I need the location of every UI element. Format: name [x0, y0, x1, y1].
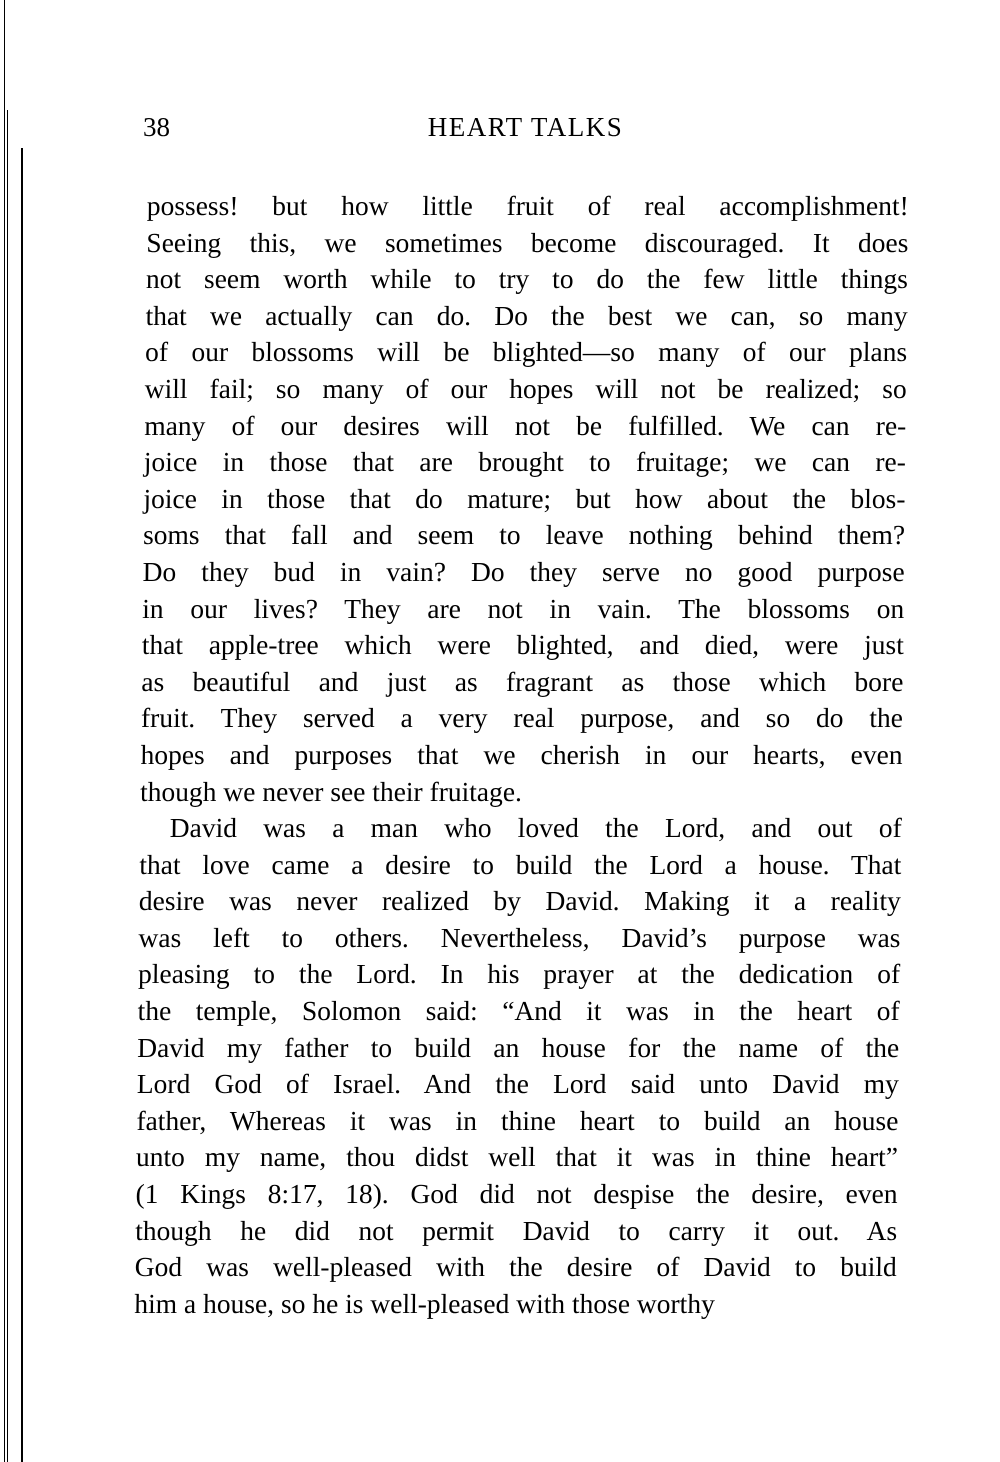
- text-line: that love came a desire to build the Lord a house. That: [139, 848, 902, 880]
- text-line: him a house, so he is well-pleased with those worthy: [134, 1287, 715, 1319]
- text-line: will fail; so many of our hopes will not be realized; so: [144, 372, 907, 404]
- text-line: father, Whereas it was in thine heart to build an house: [136, 1104, 899, 1136]
- scan-edge-line: [7, 110, 8, 1462]
- text-line: though we never see their fruitage.: [139, 775, 523, 807]
- text-line: though he did not permit David to carry it out. As: [135, 1214, 898, 1246]
- text-line: as beautiful and just as fragrant as those which bore: [141, 665, 904, 697]
- text-line: David was a man who loved the Lord, and out of: [169, 812, 902, 844]
- running-head: HEART TALKS: [427, 112, 624, 142]
- text-line: desire was never realized by David. Making it a reality: [138, 885, 902, 917]
- page-header: [143, 112, 908, 148]
- text-line: the temple, Solomon said: “And it was in the heart of: [137, 995, 900, 1027]
- text-line: Seeing this, we sometimes become discouraged. It does: [146, 226, 909, 258]
- text-line: hopes and purposes that we cherish in our hearts, even: [140, 738, 903, 770]
- text-line: soms that fall and seem to leave nothing behind them?: [142, 519, 906, 551]
- text-line: joice in those that are brought to fruitage; we can re-: [143, 446, 907, 478]
- page-body-text: [134, 188, 909, 1322]
- text-line: many of our desires will not be fulfilled. We can re-: [144, 409, 907, 441]
- scan-edge-line: [4, 0, 5, 1462]
- scan-edge-line: [21, 148, 23, 1462]
- page-number: 38: [143, 112, 170, 142]
- text-line: God was well-pleased with the desire of David to build: [134, 1251, 897, 1283]
- text-line: that we actually can do. Do the best we can, so many: [145, 299, 908, 331]
- text-line: possess! but how little fruit of real accomplishment!: [146, 190, 909, 221]
- text-line: unto my name, thou didst well that it was in thine heart”: [135, 1141, 899, 1173]
- text-line: (1 Kings 8:17, 18). God did not despise the desire, even: [135, 1178, 898, 1210]
- text-line: of our blossoms will be blighted—so many of our plans: [144, 336, 908, 368]
- text-line: pleasing to the Lord. In his prayer at the dedication of: [137, 958, 901, 990]
- text-line: Lord God of Israel. And the Lord said unto David my: [136, 1068, 900, 1100]
- text-line: joice in those that do mature; but how about the blos-: [143, 482, 906, 514]
- text-line: that apple-tree which were blighted, and died, were just: [141, 629, 904, 661]
- text-line: fruit. They served a very real purpose, and so do the: [140, 702, 904, 734]
- text-line: David my father to build an house for the name of the: [137, 1031, 900, 1063]
- text-line: not seem worth while to try to do the few little things: [145, 263, 909, 295]
- text-line: in our lives? They are not in vain. The blossoms on: [142, 592, 905, 624]
- text-line: Do they bud in vain? Do they serve no good purpose: [142, 555, 905, 587]
- text-line: was left to others. Nevertheless, David’s purpose was: [138, 921, 901, 953]
